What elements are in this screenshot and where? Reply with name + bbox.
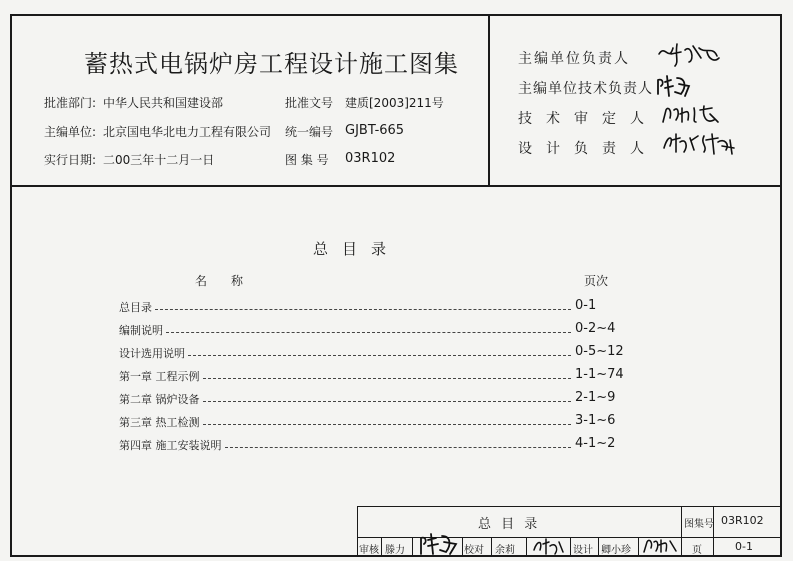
atlas-title: 蓄热式电锅炉房工程设计施工图集 <box>84 50 459 78</box>
approval-doc: 建质[2003]211号 <box>345 96 444 110</box>
tb-check-signature <box>531 536 567 556</box>
tb-review-label: 审核 <box>359 545 379 556</box>
header-divider <box>10 185 782 187</box>
tb-c2 <box>412 537 413 556</box>
tb-design-label: 设计 <box>573 545 593 556</box>
toc-row-page: 0-2~4 <box>575 321 616 336</box>
toc-row <box>119 322 639 340</box>
toc-row-name: 第三章 热工检测 <box>119 416 200 429</box>
tb-c6 <box>570 537 571 556</box>
signature-chief-unit <box>655 40 723 68</box>
toc-row-page: 0-5~12 <box>575 344 624 359</box>
tb-design-signature <box>641 536 679 556</box>
toc-name-header: 名 称 <box>195 274 244 288</box>
toc-row-leader <box>155 309 571 310</box>
signature-chief-tech <box>655 72 695 100</box>
tb-top <box>357 506 782 507</box>
toc-row-name: 第二章 锅炉设备 <box>119 393 200 406</box>
chief-unit: 北京国电华北电力工程有限公司 <box>103 125 272 139</box>
signature-design-lead <box>660 130 740 158</box>
toc-row-page: 2-1~9 <box>575 390 616 405</box>
toc-row-leader <box>166 332 571 333</box>
frame-top <box>10 14 782 16</box>
tb-check-label: 校对 <box>464 545 484 556</box>
tb-review-signature <box>418 532 460 556</box>
approval-dept-label: 批准部门: <box>44 96 97 110</box>
tb-left <box>357 506 358 556</box>
toc-row <box>119 437 639 455</box>
tb-page: 0-1 <box>735 540 753 553</box>
signatory-role-tech-review: 技术审定人 <box>518 111 658 127</box>
toc-page-header: 页次 <box>584 274 609 288</box>
tb-c8 <box>638 537 639 556</box>
toc-row-leader <box>203 378 571 379</box>
tb-atlas-no-label: 图集号 <box>684 519 714 530</box>
toc-row-name: 第一章 工程示例 <box>119 370 200 383</box>
signature-tech-review <box>660 102 722 128</box>
frame-right <box>780 14 782 557</box>
tb-title: 总 目 录 <box>478 517 541 532</box>
tb-check-name: 余莉 <box>495 545 515 556</box>
tb-design-name: 卿小珍 <box>601 545 631 556</box>
signatory-role-design-lead: 设计负责人 <box>518 141 658 157</box>
toc-row-page: 4-1~2 <box>575 436 616 451</box>
toc-row-page: 1-1~74 <box>575 367 624 382</box>
toc-row <box>119 299 639 317</box>
signatory-role-chief-tech: 主编单位技术负责人 <box>518 81 653 97</box>
toc-row-name: 总目录 <box>119 301 152 314</box>
tb-c3 <box>462 537 463 556</box>
tb-page-label: 页 <box>692 545 702 556</box>
toc-row <box>119 368 639 386</box>
toc-title: 总目录 <box>313 240 401 258</box>
approval-dept: 中华人民共和国建设部 <box>103 96 224 110</box>
approval-doc-label: 批准文号 <box>285 96 334 110</box>
toc-row-leader <box>188 355 571 356</box>
chief-unit-label: 主编单位: <box>44 125 97 139</box>
toc-row-name: 设计选用说明 <box>119 347 185 360</box>
tb-c5 <box>526 537 527 556</box>
toc-row <box>119 414 639 432</box>
toc-row-name: 第四章 施工安装说明 <box>119 439 222 452</box>
toc-row <box>119 345 639 363</box>
tb-c4 <box>491 537 492 556</box>
tb-v1 <box>681 506 682 556</box>
header-vertical-divider <box>488 14 490 187</box>
effective-date: 二00三年十二月一日 <box>103 153 215 167</box>
toc-row-name: 编制说明 <box>119 324 163 337</box>
tb-c7 <box>598 537 599 556</box>
toc-row-page: 0-1 <box>575 298 597 313</box>
effective-date-label: 实行日期: <box>44 153 97 167</box>
tb-atlas-no: 03R102 <box>721 514 764 527</box>
toc-row-page: 3-1~6 <box>575 413 616 428</box>
frame-left <box>10 14 12 557</box>
unified-no: GJBT-665 <box>345 123 405 138</box>
toc-row <box>119 391 639 409</box>
toc-row-leader <box>203 424 571 425</box>
atlas-no-label: 图 集 号 <box>285 153 329 167</box>
toc-row-leader <box>225 447 571 448</box>
tb-c1 <box>381 537 382 556</box>
unified-no-label: 统一编号 <box>285 125 334 139</box>
atlas-no: 03R102 <box>345 151 396 166</box>
tb-v2 <box>713 506 714 556</box>
toc-row-leader <box>203 401 571 402</box>
tb-review-name: 滕力 <box>385 545 405 556</box>
signatory-role-chief-unit: 主编单位负责人 <box>518 51 630 67</box>
